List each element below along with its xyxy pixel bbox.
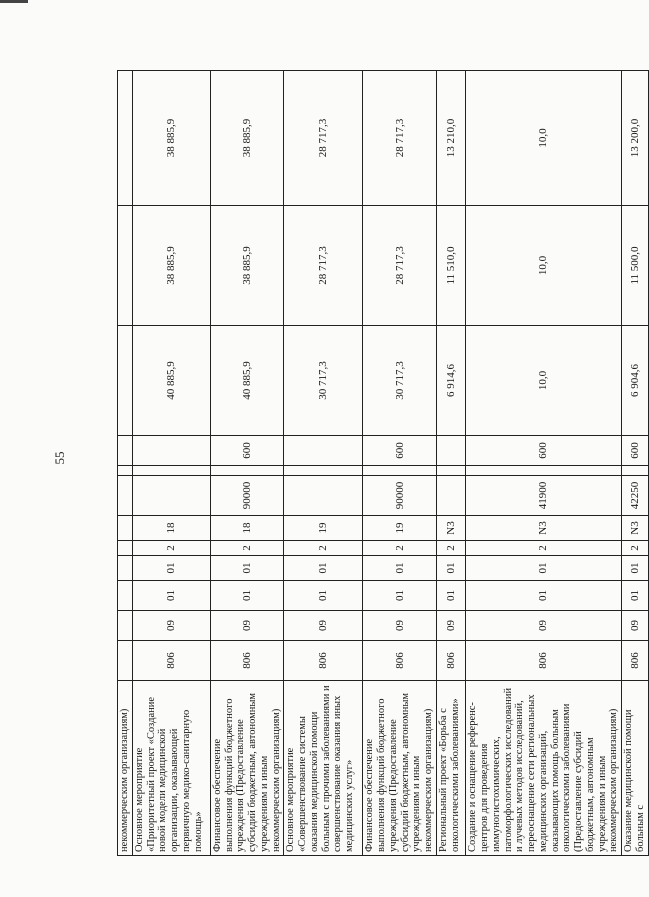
cell-rz: 09 — [622, 611, 649, 641]
cell-c4: 90000 — [210, 476, 284, 516]
cell-v3: 38 885,9 — [210, 71, 284, 206]
cell-c1: 01 — [363, 556, 437, 581]
cell-v2: 10,0 — [466, 206, 622, 326]
cell-c3: N3 — [466, 516, 622, 541]
cell-grbs: 806 — [466, 641, 622, 681]
cell-c3: N3 — [437, 516, 466, 541]
cell-pr: 01 — [210, 581, 284, 611]
cell-c1: 01 — [210, 556, 284, 581]
cell-c1 — [118, 556, 133, 581]
cell-v1: 10,0 — [466, 326, 622, 436]
cell-v1: 40 885,9 — [132, 326, 210, 436]
row-name: Финансовое обеспечение выполнения функций бюджетного учреждения (Предоставление субсидий бюджетным, автономным учреждениям и иным некоммерческим организациям) — [363, 681, 437, 856]
cell-grbs: 806 — [363, 641, 437, 681]
cell-c4 — [437, 476, 466, 516]
cell-grbs: 806 — [132, 641, 210, 681]
cell-pr — [118, 581, 133, 611]
cell-c5 — [284, 466, 363, 476]
cell-c2: 2 — [622, 541, 649, 556]
cell-c2: 2 — [466, 541, 622, 556]
page-number: 55 — [52, 451, 67, 465]
cell-c3 — [118, 516, 133, 541]
cell-c2: 2 — [437, 541, 466, 556]
cell-c2: 2 — [284, 541, 363, 556]
cell-grbs: 806 — [284, 641, 363, 681]
cell-vr — [437, 436, 466, 466]
cell-c1: 01 — [466, 556, 622, 581]
cell-v1 — [118, 326, 133, 436]
cell-c5 — [132, 466, 210, 476]
cell-v3: 13 210,0 — [437, 71, 466, 206]
cell-vr: 600 — [210, 436, 284, 466]
cell-c1: 01 — [132, 556, 210, 581]
cell-c5 — [363, 466, 437, 476]
table-row — [437, 71, 466, 856]
cell-c4: 41900 — [466, 476, 622, 516]
cell-c2 — [118, 541, 133, 556]
cell-c3: 19 — [284, 516, 363, 541]
cell-c4 — [284, 476, 363, 516]
cell-rz: 09 — [437, 611, 466, 641]
cell-c3: 18 — [132, 516, 210, 541]
cell-v1: 30 717,3 — [284, 326, 363, 436]
cell-v2: 11 510,0 — [437, 206, 466, 326]
row-name: Основное мероприятие «Совершенствование системы оказания медицинской помощи больным с прочими заболеваниями и совершенствование оказания иных медицинских услуг» — [284, 681, 363, 856]
cell-v3: 28 717,3 — [363, 71, 437, 206]
row-name: Основное мероприятие «Приоритетный проект «Создание новой модели медицинской организации, оказывающей первичную медико-санитарную помощь» — [132, 681, 210, 856]
cell-v1: 6 904,6 — [622, 326, 649, 436]
cell-vr: 600 — [466, 436, 622, 466]
cell-v2: 38 885,9 — [132, 206, 210, 326]
cell-rz: 09 — [363, 611, 437, 641]
cell-c4 — [132, 476, 210, 516]
cell-grbs: 806 — [622, 641, 649, 681]
cell-v2: 28 717,3 — [284, 206, 363, 326]
table-row — [284, 71, 363, 856]
table-row — [466, 71, 622, 856]
cell-c2: 2 — [363, 541, 437, 556]
cell-c5 — [622, 466, 649, 476]
cell-c5 — [466, 466, 622, 476]
cell-vr — [284, 436, 363, 466]
table-row — [118, 71, 133, 856]
cell-v2: 11 500,0 — [622, 206, 649, 326]
cell-c1: 01 — [284, 556, 363, 581]
cell-rz — [118, 611, 133, 641]
cell-c5 — [118, 466, 133, 476]
cell-rz: 09 — [284, 611, 363, 641]
cell-pr: 01 — [363, 581, 437, 611]
cell-v3: 28 717,3 — [284, 71, 363, 206]
row-name: Оказание медицинской помощи больным с — [622, 681, 649, 856]
cell-c3: 18 — [210, 516, 284, 541]
cell-v3: 13 200,0 — [622, 71, 649, 206]
budget-table — [117, 70, 649, 856]
cell-vr — [118, 436, 133, 466]
cell-v3: 10,0 — [466, 71, 622, 206]
row-name: Финансовое обеспечение выполнения функций бюджетного учреждения (Предоставление субсидий бюджетным, автономным учреждениям и иным некоммерческим организациям) — [210, 681, 284, 856]
table-row — [363, 71, 437, 856]
cell-c3: 19 — [363, 516, 437, 541]
cell-vr: 600 — [363, 436, 437, 466]
row-name: Создание и оснащение референс-центров для проведения иммуногистохимических, патоморфологических исследований и лучевых методов исследований, переоснащение сети региональных медицинских организаций, оказывающих помощь больным онкологическими заболеваниями (Предоставление субсидий бюджетным, автономным учреждениям и иным некоммерческим организациям) — [466, 681, 622, 856]
cell-v3: 38 885,9 — [132, 71, 210, 206]
cell-pr: 01 — [437, 581, 466, 611]
cell-v3 — [118, 71, 133, 206]
row-name: некоммерческим организациям) — [118, 681, 133, 856]
table-row — [210, 71, 284, 856]
cell-c4: 90000 — [363, 476, 437, 516]
table-row — [132, 71, 210, 856]
cell-v2: 38 885,9 — [210, 206, 284, 326]
cell-pr: 01 — [284, 581, 363, 611]
cell-c2: 2 — [210, 541, 284, 556]
cell-pr: 01 — [622, 581, 649, 611]
table-row — [622, 71, 649, 856]
cell-c1: 01 — [622, 556, 649, 581]
cell-c2: 2 — [132, 541, 210, 556]
cell-pr: 01 — [466, 581, 622, 611]
cell-grbs — [118, 641, 133, 681]
cell-pr: 01 — [132, 581, 210, 611]
cell-grbs: 806 — [210, 641, 284, 681]
cell-c3: N3 — [622, 516, 649, 541]
cell-c4: 42250 — [622, 476, 649, 516]
scan-edge-mark — [0, 0, 28, 3]
cell-v1: 40 885,9 — [210, 326, 284, 436]
cell-v2: 28 717,3 — [363, 206, 437, 326]
rotated-table-wrapper — [117, 71, 646, 856]
cell-rz: 09 — [210, 611, 284, 641]
cell-c1: 01 — [437, 556, 466, 581]
cell-c5 — [437, 466, 466, 476]
cell-rz: 09 — [132, 611, 210, 641]
cell-c4 — [118, 476, 133, 516]
cell-c5 — [210, 466, 284, 476]
cell-vr — [132, 436, 210, 466]
cell-v1: 30 717,3 — [363, 326, 437, 436]
cell-v1: 6 914,6 — [437, 326, 466, 436]
row-name: Региональный проект «Борьба с онкологическими заболеваниями» — [437, 681, 466, 856]
cell-v2 — [118, 206, 133, 326]
cell-grbs: 806 — [437, 641, 466, 681]
cell-vr: 600 — [622, 436, 649, 466]
cell-rz: 09 — [466, 611, 622, 641]
